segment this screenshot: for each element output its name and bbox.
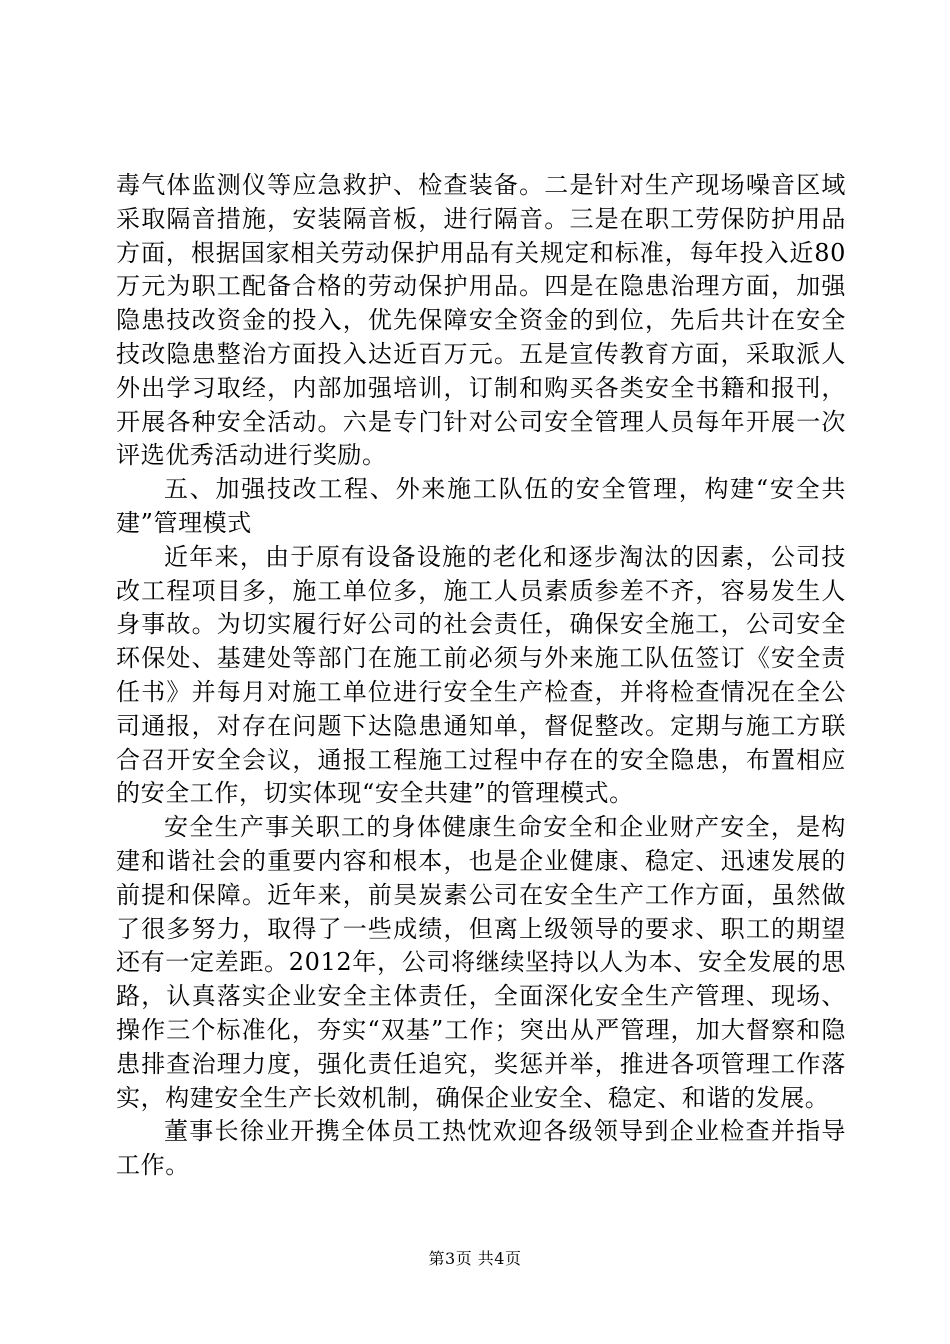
section-heading-five: 五、加强技改工程、外来施工队伍的安全管理，构建“安全共建”管理模式 xyxy=(116,475,846,537)
paragraph-welcome: 董事长徐业开携全体员工热忱欢迎各级领导到企业检查并指导工作。 xyxy=(116,1117,846,1180)
paragraph-contractor-management: 近年来，由于原有设备设施的老化和逐步淘汰的因素，公司技改工程项目多，施工单位多，施工人员素质参差不齐，容易发生人身事故。为切实履行好公司的社会责任，确保安全施工，公司安全环保处、基建处等部门在施工前必须与外来施工队伍签订《安全责任书》并每月对施工单位进行安全生产检查，并将检查情况在全公司通报，对存在问题下达隐患通知单，督促整改。定期与施工方联合召开安全会议，通报工程施工过程中存在的安全隐患，布置相应的安全工作，切实体现“安全共建”的管理模式。 xyxy=(116,542,846,808)
page-footer xyxy=(0,1249,950,1269)
page-number: 第3页 共4页 xyxy=(428,1249,522,1268)
document-body xyxy=(116,169,846,1183)
paragraph-safety-outlook: 安全生产事关职工的身体健康生命安全和企业财产安全，是构建和谐社会的重要内容和根本，也是企业健康、稳定、迅速发展的前提和保障。近年来，前昊炭素公司在安全生产工作方面，虽然做了很多努力，取得了一些成绩，但离上级领导的要求、职工的期望还有一定差距。2012年，公司将继续坚持以人为本、安全发展的思路，认真落实企业安全主体责任，全面深化安全生产管理、现场、操作三个标准化，夯实“双基”工作；突出从严管理，加大督察和隐患排查治理力度，强化责任追究，奖惩并举，推进各项管理工作落实，构建安全生产长效机制，确保企业安全、稳定、和谐的发展。 xyxy=(116,813,846,1112)
paragraph-safety-investment: 毒气体监测仪等应急救护、检查装备。二是针对生产现场噪音区域采取隔音措施，安装隔音板，进行隔音。三是在职工劳保防护用品方面，根据国家相关劳动保护用品有关规定和标准，每年投入近80万元为职工配备合格的劳动保护用品。四是在隐患治理方面，加强隐患技改资金的投入，优先保障安全资金的到位，先后共计在安全技改隐患整治方面投入达近百万元。五是宣传教育方面，采取派人外出学习取经，内部加强培训，订制和购买各类安全书籍和报刊，开展各种安全活动。六是专门针对公司安全管理人员每年开展一次评选优秀活动进行奖励。 xyxy=(116,171,846,470)
